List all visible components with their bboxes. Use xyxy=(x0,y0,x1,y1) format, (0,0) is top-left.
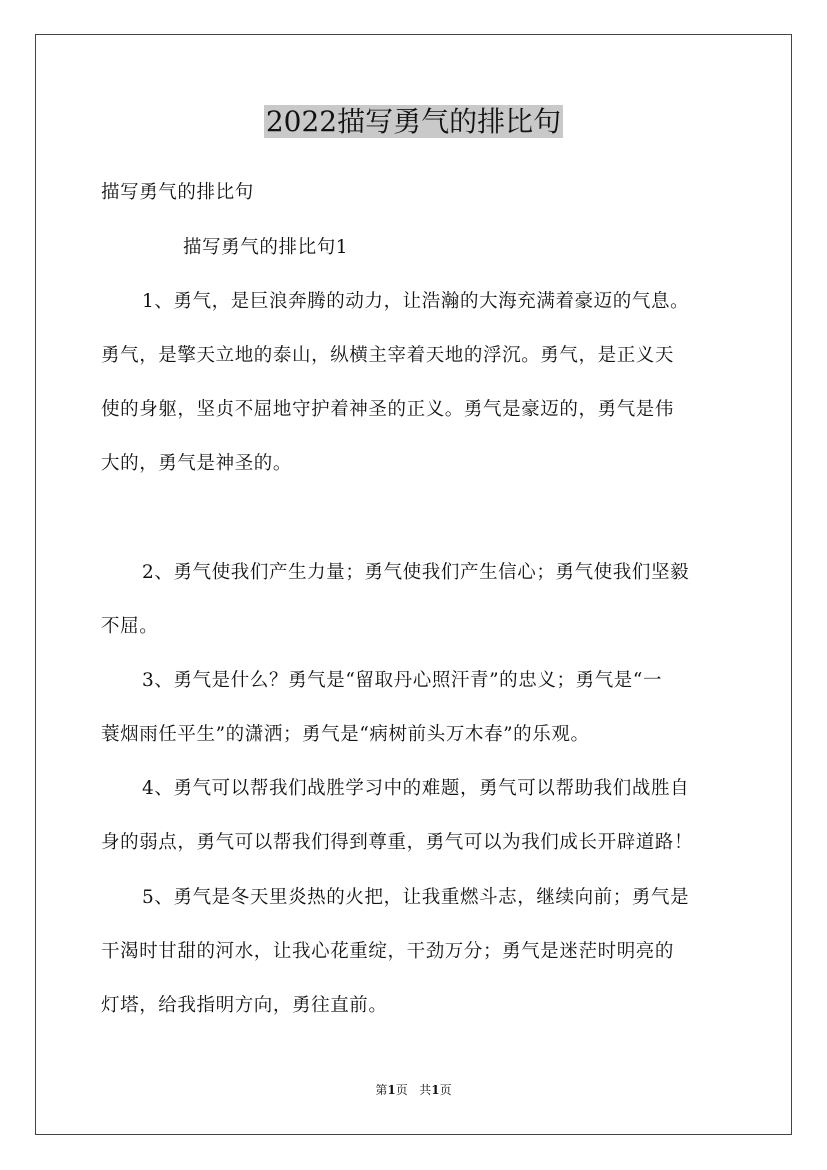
paragraph-line: 身的弱点，勇气可以帮我们得到尊重，勇气可以为我们成长开辟道路！ xyxy=(101,832,694,853)
paragraph-line: 5、勇气是冬天里炎热的火把，让我重燃斗志，继续向前；勇气是 xyxy=(142,887,690,908)
page-footer xyxy=(0,1082,827,1098)
section-heading: 描写勇气的排比句1 xyxy=(183,237,349,258)
paragraph-line: 大的，勇气是神圣的。 xyxy=(101,453,293,474)
footer-page-prefix: 第 xyxy=(375,1083,388,1097)
paragraph-line: 灯塔，给我指明方向，勇往直前。 xyxy=(101,995,388,1016)
footer-total-number: 1 xyxy=(431,1083,440,1097)
footer-page-number: 1 xyxy=(387,1083,396,1097)
paragraph-line: 不屈。 xyxy=(101,616,159,637)
footer-total-suffix: 页 xyxy=(439,1083,452,1097)
footer-total-prefix: 共 xyxy=(419,1083,432,1097)
subtitle: 描写勇气的排比句 xyxy=(101,182,254,203)
paragraph-line: 使的身躯，坚贞不屈地守护着神圣的正义。勇气是豪迈的，勇气是伟 xyxy=(101,399,675,420)
paragraph-line: 4、勇气可以帮我们战胜学习中的难题，勇气可以帮助我们战胜自 xyxy=(142,778,690,799)
paragraph-line: 1、勇气，是巨浪奔腾的动力，让浩瀚的大海充满着豪迈的气息。 xyxy=(142,291,690,312)
paragraph-line: 2、勇气使我们产生力量；勇气使我们产生信心；勇气使我们坚毅 xyxy=(142,562,690,583)
paragraph-line: 干渴时甘甜的河水，让我心花重绽，干劲万分；勇气是迷茫时明亮的 xyxy=(101,941,675,962)
document-title-text: 2022描写勇气的排比句 xyxy=(265,105,562,138)
document-title xyxy=(0,104,827,140)
paragraph-line: 蓑烟雨任平生”的潇洒；勇气是“病树前头万木春”的乐观。 xyxy=(101,724,590,745)
paragraph-line: 勇气，是擎天立地的泰山，纵横主宰着天地的浮沉。勇气，是正义天 xyxy=(101,345,675,366)
footer-page-suffix: 页 xyxy=(395,1083,408,1097)
paragraph-line: 3、勇气是什么？勇气是“留取丹心照汗青”的忠义；勇气是“一 xyxy=(142,670,663,691)
